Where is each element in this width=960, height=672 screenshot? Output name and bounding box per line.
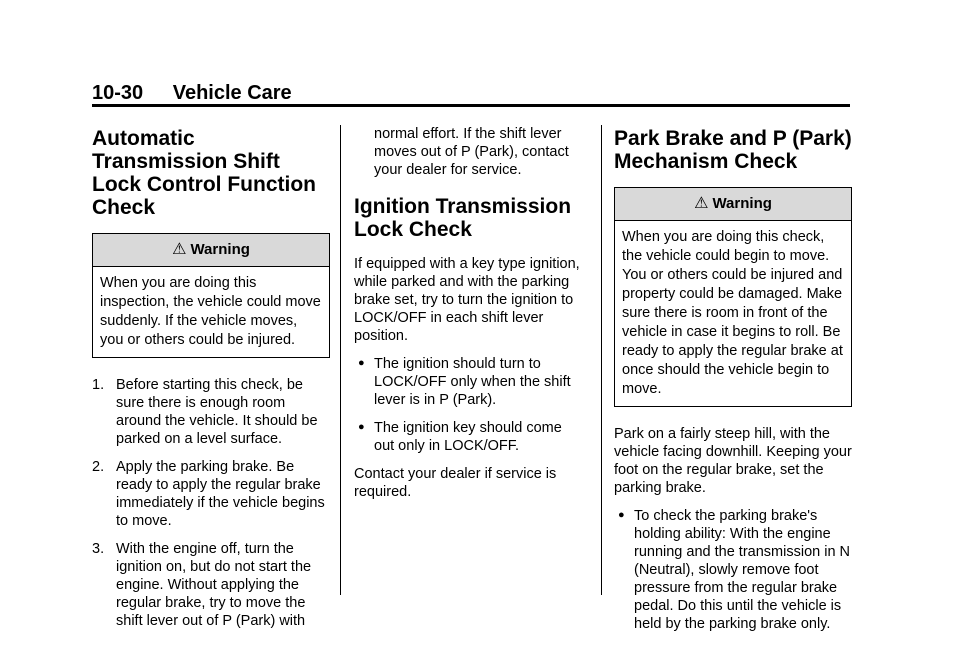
column-divider-1 bbox=[340, 125, 341, 595]
park-brake-bullets bbox=[614, 507, 852, 633]
bullet-text: The ignition should turn to LOCK/OFF only when the shift lever is in P (Park). bbox=[374, 356, 571, 408]
bullet-text: To check the parking brake's holding ability: With the engine running and the transmission in N (Neutral), slowly remove foot pressure from the regular brake pedal. Do this until the vehicle is held by the parking brake only. bbox=[634, 508, 851, 632]
column-divider-2 bbox=[601, 125, 602, 595]
ignition-bullets bbox=[354, 355, 582, 455]
warning-label: Warning bbox=[712, 195, 772, 212]
shift-lock-heading: Automatic Transmission Shift Lock Control Function Check bbox=[92, 127, 316, 219]
section-title: Vehicle Care bbox=[172, 82, 292, 104]
step-text: With the engine off, turn the ignition on, but do not start the engine. Without applying the regular brake, try to move the shift lever out of P (Park) with bbox=[116, 541, 312, 629]
warning-box bbox=[92, 233, 330, 358]
warning-triangle-icon: ⚠ bbox=[694, 195, 709, 212]
page-number: 10-30 bbox=[92, 82, 144, 104]
step-number: 1. bbox=[92, 377, 105, 393]
warning-triangle-icon: ⚠ bbox=[172, 241, 187, 258]
park-brake-intro: Park on a fairly steep hill, with the vehicle facing downhill. Keeping your foot on the regular brake, set the parking brake. bbox=[614, 426, 852, 496]
column-1 bbox=[92, 125, 330, 640]
warning-label: Warning bbox=[190, 241, 250, 258]
step-text: Apply the parking brake. Be ready to apply the regular brake immediately if the vehicle begins to move. bbox=[116, 459, 325, 529]
list-item bbox=[614, 507, 852, 633]
warning-box bbox=[614, 187, 852, 407]
list-item bbox=[92, 376, 330, 448]
steps-list bbox=[92, 376, 330, 630]
step-number: 2. bbox=[92, 459, 105, 475]
ignition-lock-heading: Ignition Transmission Lock Check bbox=[354, 195, 572, 241]
warning-header bbox=[615, 188, 851, 221]
step-number: 3. bbox=[92, 541, 105, 557]
bullet-icon: ● bbox=[358, 357, 365, 369]
header-rule bbox=[92, 104, 850, 107]
column-2 bbox=[354, 125, 582, 511]
warning-text: When you are doing this check, the vehicle could begin to move. You or others could be injured and property could be damaged. Make sure there is room in front of the vehicle in case it begins to roll. Be ready to apply the regular brake at once should the vehicle begin to move. bbox=[622, 229, 843, 397]
list-item bbox=[92, 458, 330, 530]
page-header bbox=[92, 82, 292, 105]
list-item bbox=[354, 355, 582, 409]
ignition-intro: If equipped with a key type ignition, while parked and with the parking brake set, try to turn the ignition to LOCK/OFF in each shift lever position. bbox=[354, 256, 580, 344]
park-brake-heading: Park Brake and P (Park) Mechanism Check bbox=[614, 127, 852, 173]
warning-text: When you are doing this inspection, the vehicle could move suddenly. If the vehicle moves, you or others could be injured. bbox=[100, 275, 321, 348]
step-text: Before starting this check, be sure there is enough room around the vehicle. It should be parked on a level surface. bbox=[116, 377, 318, 447]
warning-header bbox=[93, 234, 329, 267]
bullet-icon: ● bbox=[618, 509, 625, 521]
list-item bbox=[354, 419, 582, 455]
list-item bbox=[92, 540, 330, 630]
bullet-text: The ignition key should come out only in LOCK/OFF. bbox=[374, 420, 562, 454]
column-3 bbox=[614, 125, 852, 643]
bullet-icon: ● bbox=[358, 421, 365, 433]
ignition-closing: Contact your dealer if service is required. bbox=[354, 466, 557, 500]
step-continuation: normal effort. If the shift lever moves out of P (Park), contact your dealer for service. bbox=[374, 126, 569, 178]
